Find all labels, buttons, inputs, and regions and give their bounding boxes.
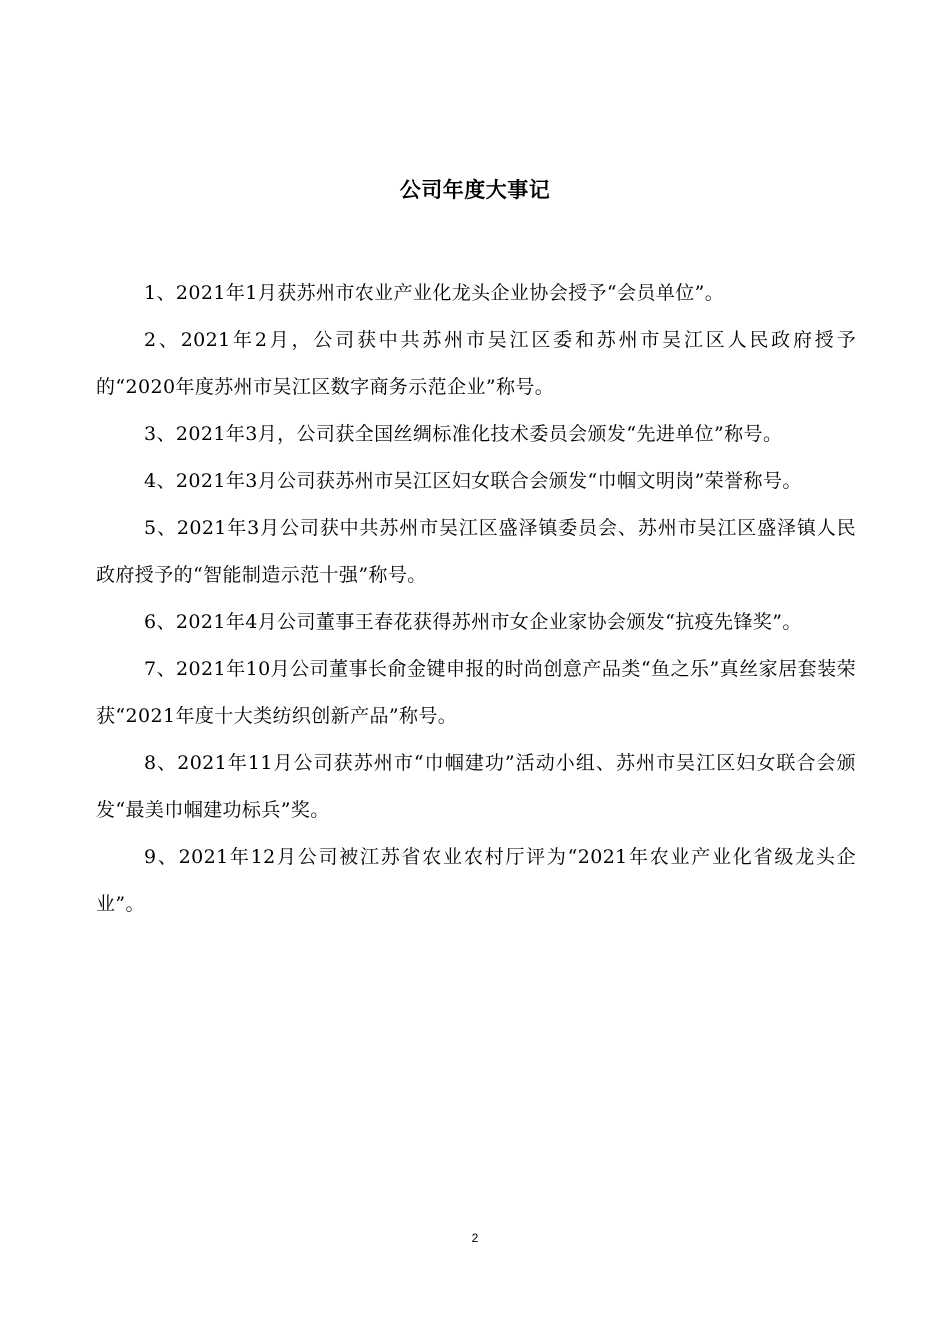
page-title: 公司年度大事记 xyxy=(399,178,551,202)
event-item-1: 1、2021年1月获苏州市农业产业化龙头企业协会授予“会员单位”。 xyxy=(144,282,725,304)
page-number: 2 xyxy=(471,1231,479,1245)
event-item-3: 3、2021年3月，公司获全国丝绸标准化技术委员会颁发“先进单位”称号。 xyxy=(144,423,783,445)
event-item-7: 7、2021年10月公司董事长俞金键申报的时尚创意产品类“鱼之乐”真丝家居套装荣获“2021年度十大类纺织创新产品”称号。 xyxy=(96,658,856,727)
event-item-5: 5、2021年3月公司获中共苏州市吴江区盛泽镇委员会、苏州市吴江区盛泽镇人民政府授予的“智能制造示范十强”称号。 xyxy=(96,517,856,586)
event-item-9: 9、2021年12月公司被江苏省农业农村厅评为“2021年农业产业化省级龙头企业”。 xyxy=(96,846,856,915)
event-item-4: 4、2021年3月公司获苏州市吴江区妇女联合会颁发“巾帼文明岗”荣誉称号。 xyxy=(144,470,802,492)
event-item-6: 6、2021年4月公司董事王春花获得苏州市女企业家协会颁发“抗疫先锋奖”。 xyxy=(144,611,802,633)
event-list xyxy=(96,270,856,928)
event-item-8: 8、2021年11月公司获苏州市“巾帼建功”活动小组、苏州市吴江区妇女联合会颁发“最美巾帼建功标兵”奖。 xyxy=(96,752,856,821)
event-item-2: 2、2021年2月，公司获中共苏州市吴江区委和苏州市吴江区人民政府授予的“2020年度苏州市吴江区数字商务示范企业”称号。 xyxy=(96,329,856,398)
